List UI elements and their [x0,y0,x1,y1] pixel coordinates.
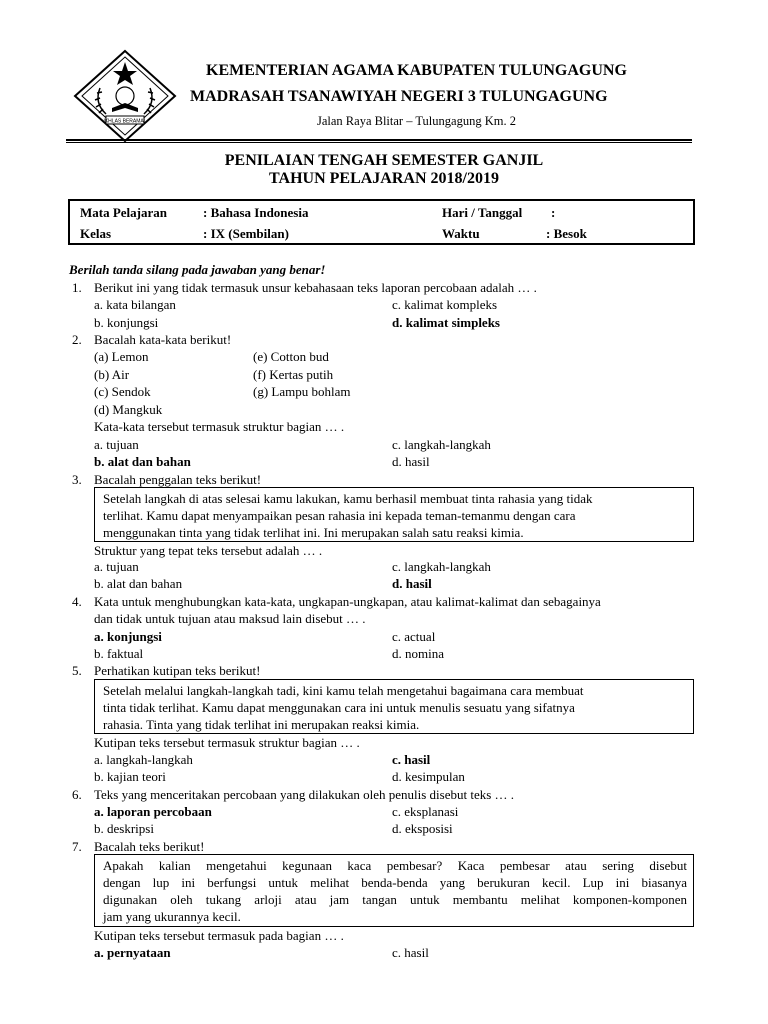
header-rule [66,139,692,141]
passage-line: rahasia. Tinta yang tidak terlihat ini merupakan reaksi kimia. [103,717,420,732]
q5-option-d: d. kesimpulan [392,769,465,784]
q2-item: (c) Sendok [94,384,151,399]
q2-option-b: b. alat dan bahan [94,454,191,469]
class-label: Kelas [80,226,112,241]
passage-line: menggunakan tinta yang tidak terlihat ini. Ini merupakan salah satu reaksi kimia. [103,525,524,540]
q1-option-c: c. kalimat kompleks [392,297,498,312]
q4-option-d: d. nomina [392,646,444,661]
q6-option-c: c. eksplanasi [392,804,459,819]
q3-option-c: c. langkah-langkah [392,559,491,574]
q3-option-a: a. tujuan [94,559,139,574]
q4-option-c: c. actual [392,629,436,644]
subject-value: : Bahasa Indonesia [203,205,309,220]
subject-label: Mata Pelajaran [80,205,168,220]
time-value: : Besok [546,226,587,241]
q6-option-a: a. laporan percobaan [94,804,212,819]
q7-option-c: c. hasil [392,945,429,960]
q6-option-d: d. eksposisi [392,821,453,836]
exam-info-box [68,199,695,245]
q7-text: Bacalah teks berikut! [94,839,205,854]
q5-option-c: c. hasil [392,752,431,767]
q1-number: 1. [72,280,82,295]
q2-item: (f) Kertas putih [253,367,334,382]
q1-option-d: d. kalimat simpleks [392,315,500,330]
q5-question: Kutipan teks tersebut termasuk struktur bagian … . [94,735,360,750]
q3-text: Bacalah penggalan teks berikut! [94,472,262,487]
q4-text-cont: dan tidak untuk tujuan atau maksud lain disebut … . [94,611,366,626]
q5-option-b: b. kajian teori [94,769,166,784]
q7-option-a: a. pernyataan [94,945,171,960]
q6-number: 6. [72,787,82,802]
day-label: Hari / Tanggal [442,205,523,220]
q7-question: Kutipan teks tersebut termasuk pada bagian … . [94,928,344,943]
q6-option-b: b. deskripsi [94,821,154,836]
q4-option-b: b. faktual [94,646,144,661]
passage-line: Apakah kalian mengetahui kegunaan kaca pembesar? Kaca pembesar atau sering disebut [103,858,687,873]
q4-number: 4. [72,594,82,609]
q4-text: Kata untuk menghubungkan kata-kata, ungkapan-ungkapan, atau kalimat-kalimat dan sebagainya [94,594,601,609]
passage-line: dengan lup ini berfungsi untuk melihat benda-benda yang berukuran kecil. Lup ini biasanya [103,875,687,890]
q2-item: (e) Cotton bud [253,349,329,364]
school-address: Jalan Raya Blitar – Tulungagung Km. 2 [317,114,516,128]
q2-option-c: c. langkah-langkah [392,437,491,452]
day-value: : [551,205,556,220]
q2-option-a: a. tujuan [94,437,139,452]
q1-option-a: a. kata bilangan [94,297,176,312]
q2-question: Kata-kata tersebut termasuk struktur bagian … . [94,419,345,434]
q5-text: Perhatikan kutipan teks berikut! [94,663,261,678]
q5-number: 5. [72,663,82,678]
exam-year: TAHUN PELAJARAN 2018/2019 [269,170,499,187]
time-label: Waktu [442,226,480,241]
instruction: Berilah tanda silang pada jawaban yang benar! [69,262,326,277]
passage-line: digunakan oleh tukang arloji atau jam tangan untuk membantu melihat komponen-komponen [103,892,687,907]
class-value: : IX (Sembilan) [203,226,289,241]
q3-passage-box [94,487,694,542]
passage-line: jam yang ukurannya kecil. [103,909,241,924]
school-logo [72,48,178,144]
q3-option-b: b. alat dan bahan [94,576,183,591]
header-rule-thin [66,142,692,143]
q3-option-d: d. hasil [392,576,432,591]
q2-item: (d) Mangkuk [94,402,163,417]
q1-option-b: b. konjungsi [94,315,159,330]
q4-option-a: a. konjungsi [94,629,162,644]
exam-title: PENILAIAN TENGAH SEMESTER GANJIL [224,152,544,169]
q2-text: Bacalah kata-kata berikut! [94,332,232,347]
q5-option-a: a. langkah-langkah [94,752,193,767]
passage-line: tinta tidak terlihat. Kamu dapat menggunakan cara ini untuk menulis sesuatu yang sifatnya [103,700,575,715]
q2-item: (g) Lampu bohlam [253,384,351,399]
q2-item: (a) Lemon [94,349,149,364]
q2-item: (b) Air [94,367,130,382]
q2-option-d: d. hasil [392,454,430,469]
q1-text: Berikut ini yang tidak termasuk unsur kebahasaan teks laporan percobaan adalah … . [94,280,537,295]
q7-number: 7. [72,839,82,854]
q3-number: 3. [72,472,82,487]
q3-question: Struktur yang tepat teks tersebut adalah … . [94,543,323,558]
school-name: MADRASAH TSANAWIYAH NEGERI 3 TULUNGAGUNG [190,88,608,105]
ministry-name: KEMENTERIAN AGAMA KABUPATEN TULUNGAGUNG [206,62,627,79]
q7-passage-box [94,854,694,927]
passage-line: Setelah melalui langkah-langkah tadi, kini kamu telah mengetahui bagaimana cara membuat [103,683,584,698]
passage-line: terlihat. Kamu dapat menyampaikan pesan rahasia ini kepada teman-temanmu dengan cara [103,508,576,523]
q5-passage-box [94,679,694,734]
logo-caption: IKHLAS BERAMAL [103,118,147,125]
q2-number: 2. [72,332,82,347]
q6-text: Teks yang menceritakan percobaan yang dilakukan oleh penulis disebut teks … . [94,787,515,802]
passage-line: Setelah langkah di atas selesai kamu lakukan, kamu berhasil membuat tinta rahasia yang tidak [103,491,593,506]
